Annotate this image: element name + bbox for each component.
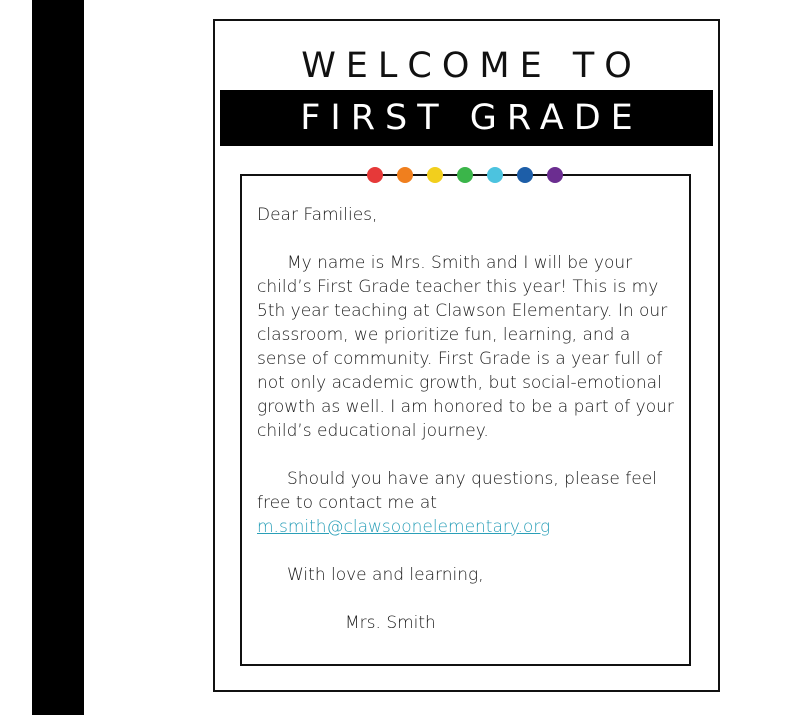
flyer-page bbox=[213, 19, 720, 692]
contact-text: Should you have any questions, please feel free to contact me at bbox=[257, 469, 657, 513]
letter-paragraph-intro: My name is Mrs. Smith and I will be your child’s First Grade teacher this year! This is my 5th year teaching at Clawson Elementary. In our classroom, we prioritize fun, learning, and a sense of community. First Grade is a year full of not only academic growth, but social-emotional growth as well. I am honored to be a part of your child’s educational journey. bbox=[257, 253, 674, 441]
dot-yellow bbox=[427, 167, 443, 183]
dot-purple bbox=[547, 167, 563, 183]
letter-box bbox=[240, 174, 691, 666]
letter-closing: With love and learning, bbox=[287, 565, 484, 585]
title-first-grade: FIRST GRADE bbox=[220, 90, 713, 146]
dot-blue bbox=[517, 167, 533, 183]
letter-greeting: Dear Families, bbox=[257, 205, 378, 225]
dot-orange bbox=[397, 167, 413, 183]
dot-green bbox=[457, 167, 473, 183]
rainbow-dots bbox=[367, 167, 563, 183]
title-welcome-to: WELCOME TO bbox=[301, 46, 642, 86]
dot-red bbox=[367, 167, 383, 183]
letter-body bbox=[257, 203, 677, 635]
letter-signature: Mrs. Smith bbox=[345, 613, 436, 633]
email-link[interactable]: m.smith@clawsoonelementary.org bbox=[257, 517, 551, 537]
dot-light-blue bbox=[487, 167, 503, 183]
left-black-bar bbox=[32, 0, 84, 715]
letter-paragraph-contact bbox=[257, 467, 677, 539]
